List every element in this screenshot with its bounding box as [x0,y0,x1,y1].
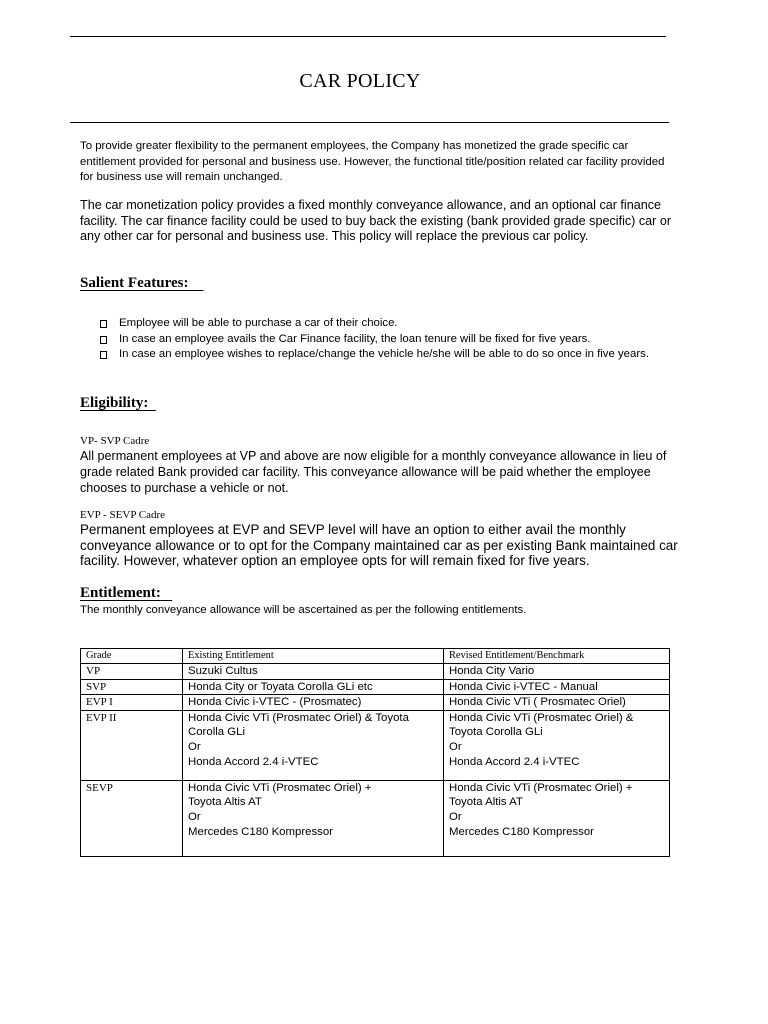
cell-line: Honda Civic VTi (Prosmatec Oriel) & Toyota Corolla GLi [449,711,634,739]
intro-paragraph-1: To provide greater flexibility to the permanent employees, the Company has monetized the grade specific car entitlement provided for personal and business use. However, the functional title/position related car facility provided for business use will remain unchanged. [80,140,665,183]
cell-line: Honda Civic i-VTEC - Manual [449,680,598,693]
entitlement-heading-text: Entitlement: [80,585,161,601]
grade-cell: VP [81,664,183,680]
entitlement-heading [80,585,172,602]
checkbox-bullet-icon [100,336,107,344]
table-row [81,780,670,856]
existing-cell [183,679,444,695]
table-row [81,679,670,695]
cell-line: Mercedes C180 Kompressor [449,825,594,838]
revised-cell [444,780,670,856]
existing-cell [183,710,444,780]
checkbox-bullet-icon [100,351,107,359]
vp-svp-cadre-text: All permanent employees at VP and above are now eligible for a monthly conveyance allowance in lieu of grade related Bank provided car facility. This conveyance allowance will be paid whether the employee chooses to purchase a vehicle or not. [80,449,667,495]
grade-cell: EVP II [81,710,183,780]
cell-line: Or [449,810,462,823]
existing-cell [183,780,444,856]
table-row [81,664,670,680]
cell-line: Honda Civic VTi (Prosmatec Oriel) + Toyota Altis AT [188,781,372,809]
revised-cell [444,695,670,711]
cell-line: Honda Civic VTi ( Prosmatec Oriel) [449,696,626,709]
grade-cell: SEVP [81,780,183,856]
list-item [100,332,680,348]
eligibility-heading-text: Eligibility: [80,395,149,411]
table-row [81,695,670,711]
cell-line: Honda Civic i-VTEC - (Prosmatec) [188,696,362,709]
intro-paragraph-2: The car monetization policy provides a fixed monthly conveyance allowance, and an optional car finance facility. The car finance facility could be used to buy back the existing (bank provided grade specific) car or any other car for personal and business use. This policy will replace the previous car policy. [80,198,672,243]
list-item [100,316,680,332]
table-header-row [81,649,670,664]
title-rule [70,122,669,123]
eligibility-heading [80,395,156,412]
cell-line: Honda Accord 2.4 i-VTEC [449,755,580,768]
cell-line: Or [188,740,201,753]
revised-cell [444,679,670,695]
list-item-text: In case an employee avails the Car Finance facility, the loan tenure will be fixed for five years. [119,332,591,345]
column-header-existing: Existing Entitlement [183,649,444,664]
vp-svp-cadre-label: VP- SVP Cadre [80,435,150,447]
list-item-text: Employee will be able to purchase a car of their choice. [119,317,398,329]
grade-cell: EVP I [81,695,183,711]
cell-line: Honda City Vario [449,665,535,677]
column-header-revised: Revised Entitlement/Benchmark [444,649,670,664]
cell-line: Honda Civic VTi (Prosmatec Oriel) + Toyota Altis AT [449,781,633,809]
column-header-grade: Grade [81,649,183,664]
grade-cell: SVP [81,679,183,695]
table-row [81,710,670,780]
cell-line: Or [449,740,462,753]
top-rule [70,36,666,37]
page-title: CAR POLICY [299,70,421,92]
list-item-text: In case an employee wishes to replace/change the vehicle he/she will be able to do so once in five years. [119,348,649,360]
entitlement-intro: The monthly conveyance allowance will be ascertained as per the following entitlements. [80,604,527,616]
cell-line: Honda City or Toyata Corolla GLi etc [188,680,373,693]
cell-line: Mercedes C180 Kompressor [188,825,333,838]
salient-features-heading [80,275,203,292]
cell-line: Honda Accord 2.4 i-VTEC [188,755,319,768]
evp-sevp-cadre-label: EVP - SEVP Cadre [80,509,166,521]
list-item [100,347,669,363]
cell-line: Honda Civic VTi (Prosmatec Oriel) & Toyota Corolla GLi [188,711,409,739]
existing-cell [183,695,444,711]
salient-features-list [100,316,680,363]
salient-features-heading-text: Salient Features: [80,275,189,291]
revised-cell [444,710,670,780]
cell-line: Suzuki Cultus [188,665,258,677]
entitlement-table [80,648,670,857]
existing-cell [183,664,444,680]
checkbox-bullet-icon [100,320,107,328]
revised-cell [444,664,670,680]
evp-sevp-cadre-text: Permanent employees at EVP and SEVP level will have an option to either avail the monthly conveyance allowance or to opt for the Company maintained car as per existing Bank maintained car facility. However, whatever option an employee opts for will remain fixed for five years. [80,522,678,568]
cell-line: Or [188,810,201,823]
